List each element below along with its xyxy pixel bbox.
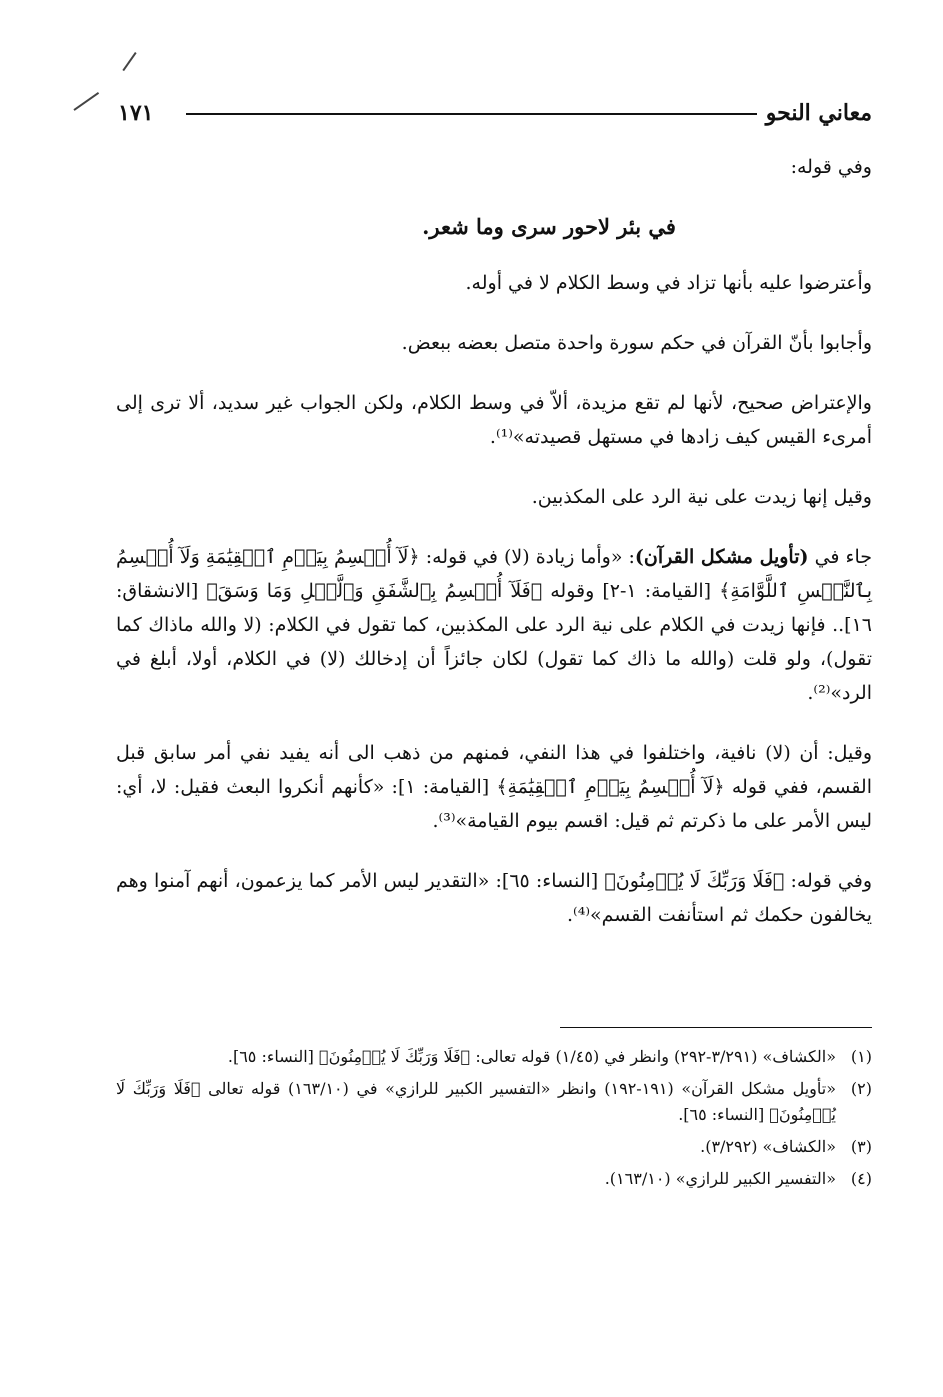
footnote-text: «تأويل مشكل القرآن» (١٩١-١٩٢) وانظر «التفسير الكبير للرازي» في (١٦٣/١٠) قوله تعالى ﴿فَلَا وَرَبِّكَ لَا يُؤۡمِنُونَ﴾ [النساء: ٦٥]. <box>116 1079 837 1124</box>
footnote-text: «التفسير الكبير للرازي» (١٦٣/١٠). <box>604 1169 836 1188</box>
footnote-number: (٣) <box>850 1137 872 1156</box>
paragraph: وأعترضوا عليه بأنها تزاد في وسط الكلام لا في أوله. <box>465 272 872 294</box>
page-header <box>118 96 872 130</box>
pencil-mark <box>122 52 136 71</box>
paragraph: وقيل إنها زيدت على نية الرد على المكذبين. <box>531 486 872 508</box>
footnotes <box>116 1044 872 1198</box>
footnote <box>116 1044 872 1070</box>
footnote-number: (٢) <box>850 1079 872 1098</box>
footnote <box>116 1166 872 1192</box>
paragraph <box>116 540 872 710</box>
footnote <box>116 1134 872 1160</box>
paragraph: وفي قوله: <box>790 156 872 178</box>
paragraph: وقيل: أن (لا) نافية، واختلفوا في هذا النفي، فمنهم من ذهب الى أنه يفيد نفي أمر سابق قبل القسم، ففي قوله ﴿لَآ أُقۡسِمُ بِيَوۡمِ ٱلۡقِيَٰمَةِ﴾ [القيامة: ١]: «كأنهم أنكروا البعث فقيل: لا، أي: ليس الأمر على ما ذكرتم ثم قيل: اقسم بيوم القيامة»⁽³⁾. <box>116 742 872 832</box>
header-rule <box>186 113 757 115</box>
quotation: : «وأما زيادة (لا) في قوله: ﴿لَآ أُقۡسِمُ بِيَوۡمِ ٱلۡقِيَٰمَةِ وَلَآ أُقۡسِمُ بِٱلنَّفۡسِ ٱللَّوَّامَةِ﴾ [القيامة: ١-٢] وقوله ﴿فَلَآ أُقۡسِمُ بِٱلشَّفَقِ وَٱلَّيۡلِ وَمَا وَسَقَ﴾ [الانشقاق: ١٦].. فإنها زيدت في الكلام على نية الرد على المكذبين، كما تقول في الكلام: (لا والله ماذاك كما تقول)، ولو قلت (والله ما ذاك كما تقول) لكان جائزاً أن إدخالك (لا) في الكلام، أولا، أبلغ في الرد»⁽²⁾. <box>116 546 872 704</box>
paragraph: والإعتراض صحيح، لأنها لم تقع مزيدة، ألاّ في وسط الكلام، ولكن الجواب غير سديد، ألا ترى إلى أمرىء القيس كيف زادها في مستهل قصيدته»⁽¹⁾. <box>116 392 872 448</box>
paragraph-lead: جاء في <box>814 546 873 568</box>
footnote-text: «الكشاف» (٣/٢٩١-٢٩٢) وانظر في (١/٤٥) قوله تعالى: ﴿فَلَا وَرَبِّكَ لَا يُؤۡمِنُونَ﴾ [النساء: ٦٥]. <box>227 1047 836 1066</box>
paragraph: وأجابوا بأنّ القرآن في حكم سورة واحدة متصل بعضه ببعض. <box>401 332 872 354</box>
poetry-verse: في بئر لاحور سرى وما شعر. <box>422 214 676 239</box>
footnote-number: (٤) <box>850 1169 872 1188</box>
footnote-separator <box>560 1027 872 1028</box>
book-title: (تأويل مشكل القرآن) <box>634 546 809 568</box>
footnote-text: «الكشاف» (٣/٢٩٢). <box>700 1137 836 1156</box>
paragraph: وفي قوله: ﴿فَلَا وَرَبِّكَ لَا يُؤۡمِنُونَ﴾ [النساء: ٦٥]: «التقدير ليس الأمر كما يزعمون، أنهم آمنوا وهم يخالفون حكمك ثم استأنفت القسم»⁽⁴⁾. <box>116 870 872 926</box>
footnote-number: (١) <box>850 1047 872 1066</box>
running-title: معاني النحو <box>765 100 872 126</box>
page-number: ١٧١ <box>118 100 154 126</box>
footnote <box>116 1076 872 1128</box>
pencil-mark <box>73 92 99 111</box>
main-text <box>116 150 872 958</box>
